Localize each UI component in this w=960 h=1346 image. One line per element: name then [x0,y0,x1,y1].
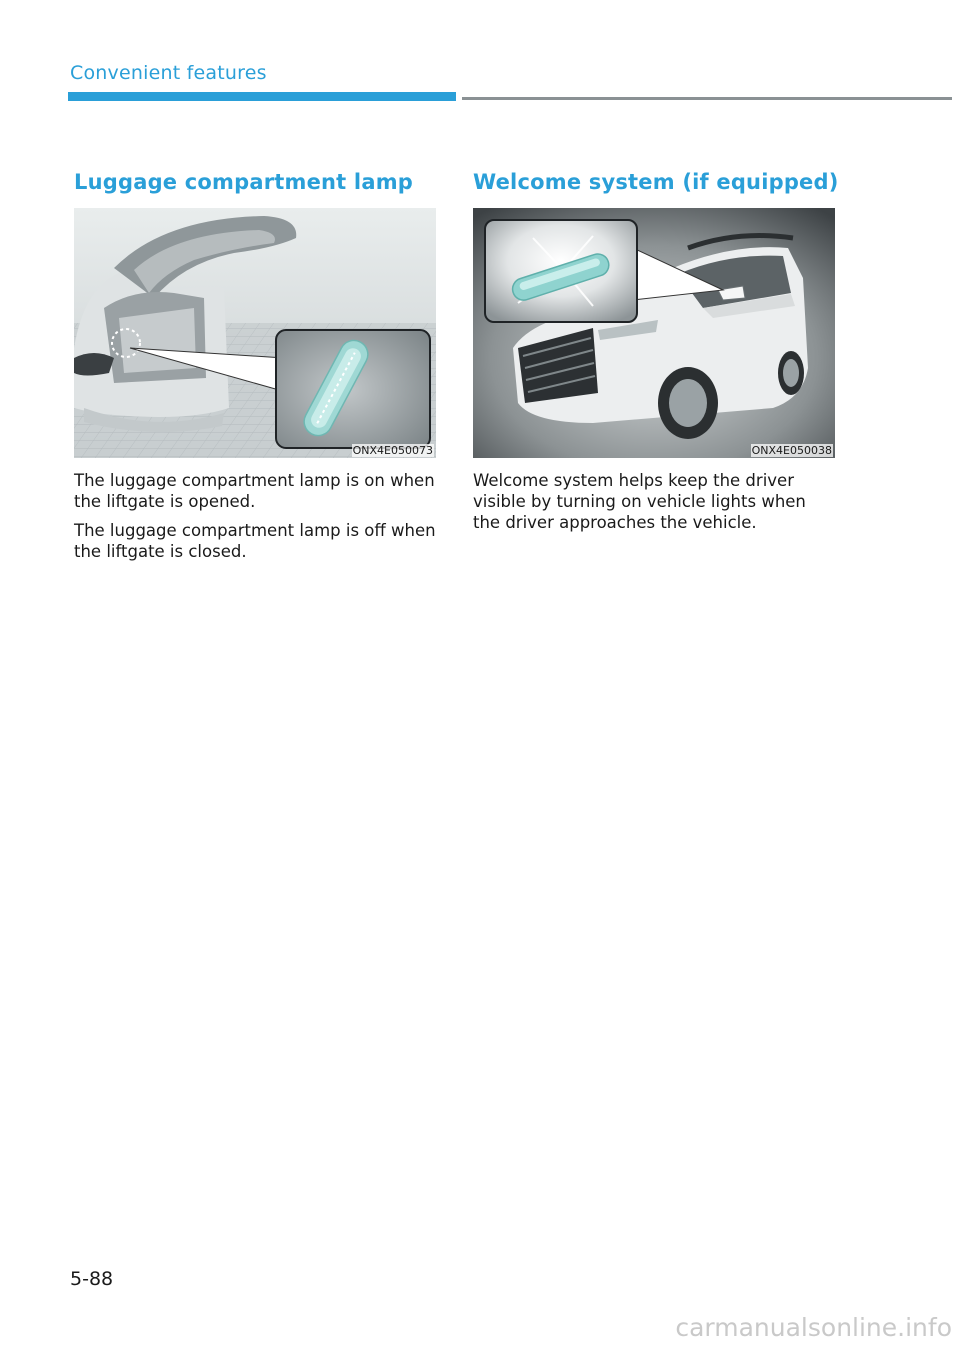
welcome-system-text: Welcome system helps keep the driver visible by turning on vehicle lights when the driver approaches the vehicle. [473,471,806,532]
header-rule-accent [68,92,456,101]
welcome-system-illustration [473,208,835,458]
welcome-system-heading: Welcome system (if equipped) [473,170,839,194]
luggage-lamp-section [74,170,436,562]
luggage-lamp-heading: Luggage compartment lamp [74,170,414,194]
luggage-lamp-illustration [74,208,436,458]
page-number: 5-88 [70,1268,114,1290]
figure-code: ONX4E050073 [352,444,433,457]
header-rule-gray [462,97,952,100]
figure-code: ONX4E050038 [751,444,832,457]
luggage-lamp-text-off: The luggage compartment lamp is off when the liftgate is closed. [74,521,436,561]
luggage-lamp-text-on: The luggage compartment lamp is on when the liftgate is opened. [74,471,435,511]
welcome-system-image [473,208,835,458]
welcome-system-section [473,170,839,533]
watermark: carmanualsonline.info [675,1313,952,1342]
luggage-lamp-image [74,208,436,458]
section-header: Convenient features [70,62,267,84]
